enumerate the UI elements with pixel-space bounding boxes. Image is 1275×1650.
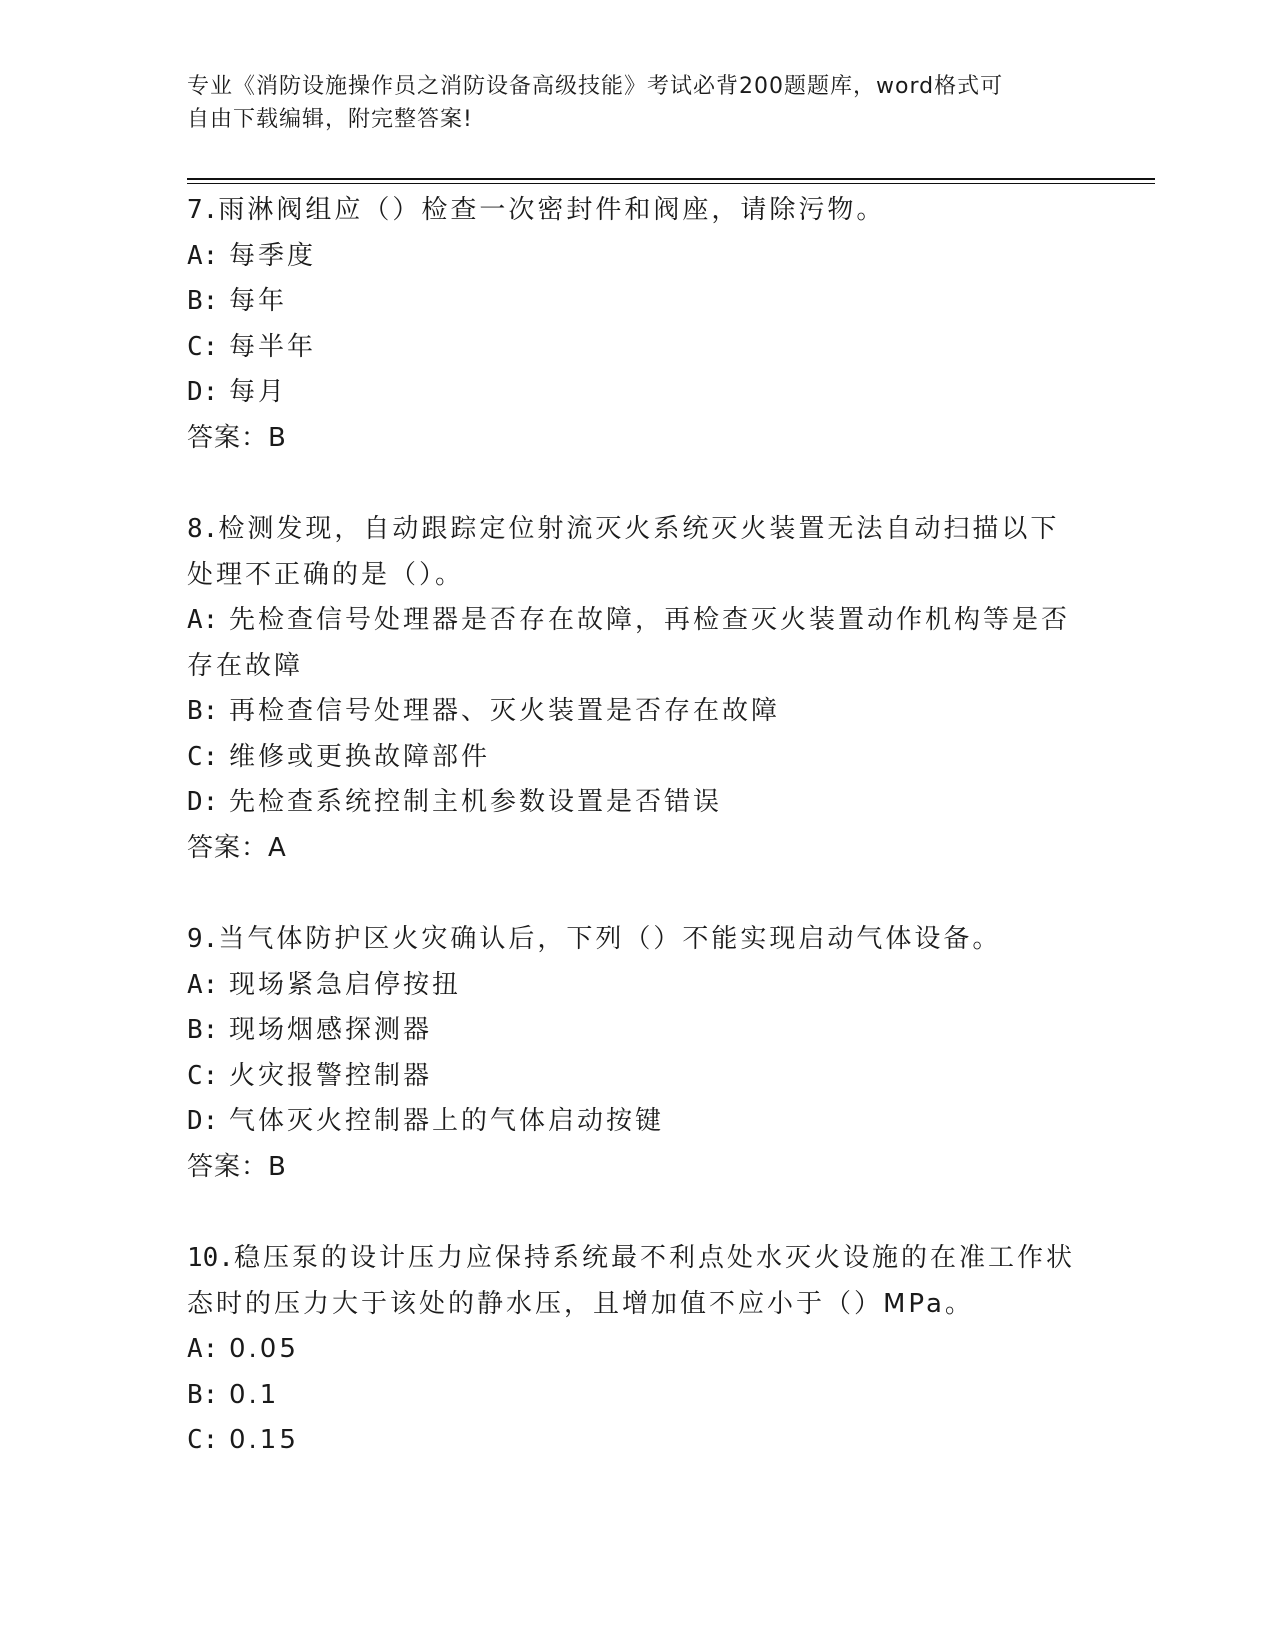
option-d xyxy=(187,370,1087,416)
question-number: 9. xyxy=(187,924,219,954)
option-key: A: xyxy=(187,605,219,635)
option-key: B: xyxy=(187,696,219,726)
question-list xyxy=(187,188,1087,1464)
question-stem xyxy=(187,507,1087,553)
question-stem xyxy=(187,917,1087,963)
document-header xyxy=(187,70,1067,136)
question-text: 稳压泵的设计压力应保持系统最不利点处水灭火设施的在准工作状 xyxy=(233,1243,1075,1273)
option-b xyxy=(187,689,1087,735)
option-text: 每季度 xyxy=(229,240,317,271)
header-divider-thick xyxy=(187,178,1155,180)
option-text: 0.05 xyxy=(229,1334,299,1364)
header-divider-thin xyxy=(187,183,1155,184)
option-b xyxy=(187,279,1087,325)
option-text: 先检查信号处理器是否存在故障，再检查灭火装置动作机构等是否 xyxy=(229,605,1071,635)
answer-line: 答案：A xyxy=(187,832,287,863)
question-8 xyxy=(187,507,1087,871)
option-d xyxy=(187,1099,1087,1145)
option-key: B: xyxy=(187,1015,219,1045)
option-text: 0.1 xyxy=(229,1379,280,1410)
option-a xyxy=(187,1327,1087,1373)
option-b xyxy=(187,1008,1087,1054)
option-a xyxy=(187,963,1087,1009)
question-stem xyxy=(187,188,1087,234)
option-a xyxy=(187,598,1087,644)
question-text: 检测发现，自动跟踪定位射流灭火系统灭火装置无法自动扫描以下 xyxy=(218,514,1060,544)
option-key: D: xyxy=(187,377,219,407)
header-line-2: 自由下载编辑，附完整答案! xyxy=(187,107,473,132)
option-key: C: xyxy=(187,1060,219,1091)
option-key: B: xyxy=(187,1379,219,1410)
option-text: 每半年 xyxy=(229,331,317,362)
answer-line: 答案：B xyxy=(187,1151,287,1182)
option-d xyxy=(187,780,1087,826)
option-key: D: xyxy=(187,787,219,817)
option-a xyxy=(187,234,1087,280)
option-c xyxy=(187,1418,1087,1464)
question-9 xyxy=(187,917,1087,1190)
option-text: 维修或更换故障部件 xyxy=(229,741,491,772)
question-7 xyxy=(187,188,1087,461)
question-number: 8. xyxy=(187,514,219,544)
option-text: 先检查系统控制主机参数设置是否错误 xyxy=(229,787,723,817)
question-stem xyxy=(187,1236,1087,1282)
option-text: 火灾报警控制器 xyxy=(229,1060,433,1091)
option-key: A: xyxy=(187,240,219,271)
header-line-1: 专业《消防设施操作员之消防设备高级技能》考试必背200题题库，word格式可 xyxy=(187,74,1004,99)
option-key: A: xyxy=(187,969,219,1000)
question-number: 7. xyxy=(187,195,219,225)
option-key: C: xyxy=(187,1425,219,1455)
question-text: 当气体防护区火灾确认后，下列（）不能实现启动气体设备。 xyxy=(218,924,1002,954)
option-c xyxy=(187,1054,1087,1100)
option-text: 气体灭火控制器上的气体启动按键 xyxy=(229,1106,665,1136)
question-10 xyxy=(187,1236,1087,1464)
option-c xyxy=(187,325,1087,371)
option-key: A: xyxy=(187,1334,219,1364)
question-text: 雨淋阀组应（）检查一次密封件和阀座，请除污物。 xyxy=(218,195,886,225)
option-key: B: xyxy=(187,286,219,316)
option-text: 每月 xyxy=(229,377,288,407)
option-text: 0.15 xyxy=(229,1425,299,1455)
option-c xyxy=(187,735,1087,781)
question-stem-continued: 态时的压力大于该处的静水压，且增加值不应小于（）MPa。 xyxy=(187,1288,974,1319)
option-key: C: xyxy=(187,331,219,362)
option-b xyxy=(187,1373,1087,1419)
option-a-continued: 存在故障 xyxy=(187,650,304,681)
option-text: 现场烟感探测器 xyxy=(229,1015,433,1045)
option-key: D: xyxy=(187,1106,219,1136)
answer-line: 答案：B xyxy=(187,422,287,453)
option-key: C: xyxy=(187,741,219,772)
option-text: 每年 xyxy=(229,286,288,316)
question-number: 10. xyxy=(187,1243,234,1273)
option-text: 现场紧急启停按扭 xyxy=(229,969,462,1000)
option-text: 再检查信号处理器、灭火装置是否存在故障 xyxy=(229,696,781,726)
question-stem-continued: 处理不正确的是（）。 xyxy=(187,559,465,590)
